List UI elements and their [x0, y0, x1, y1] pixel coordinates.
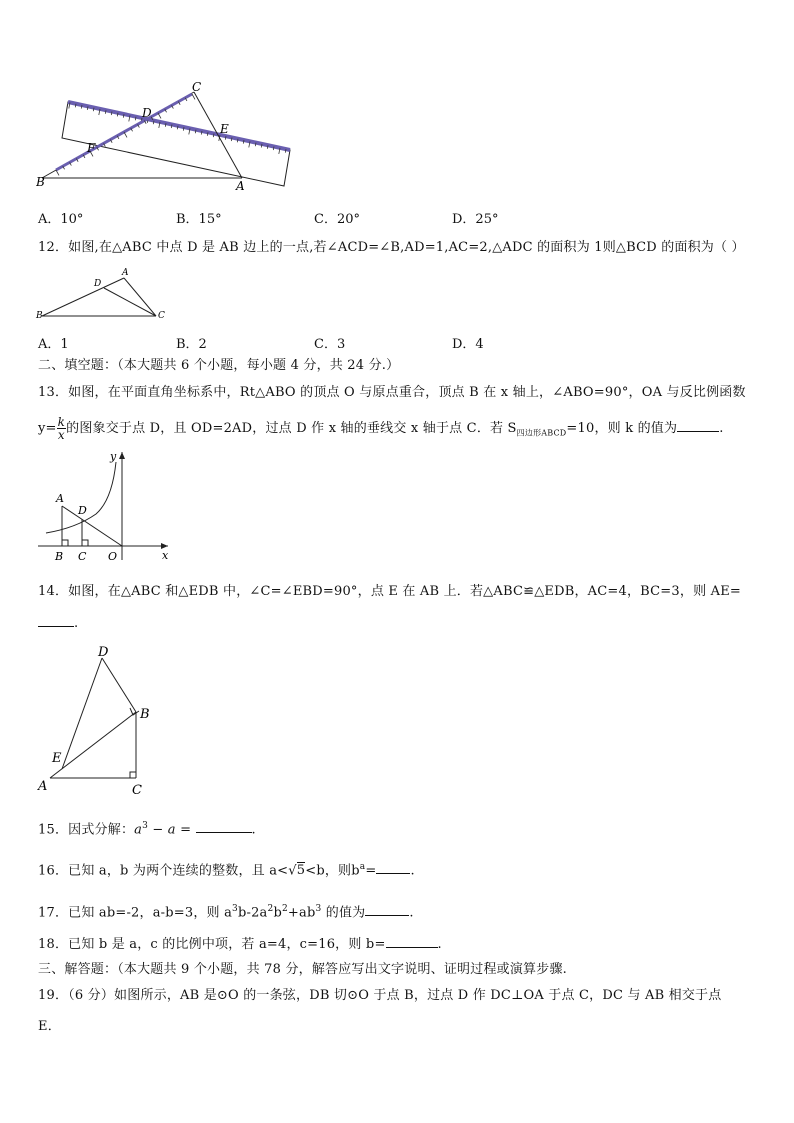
q13-line2-a: 的图象交于点 D，且 OD=2AD，过点 D 作 x 轴的垂线交 x 轴于点 C．若 S: [66, 421, 517, 436]
q13-frac-den: x: [57, 428, 65, 442]
q14-line2: [38, 616, 78, 632]
q12-figure: [34, 266, 174, 322]
q12-option-b: B．2: [176, 337, 207, 352]
q12-option-c: C．3: [314, 337, 346, 352]
q16-prefix: 16．已知 a，b 为两个连续的整数，且 a: [38, 863, 278, 879]
q13-fraction: [57, 416, 66, 441]
q14-line1: 14．如图，在△ABC 和△EDB 中，∠C=∠EBD=90°，点 E 在 AB 上．若△ABC≌△EDB，AC=4，BC=3，则 AE=: [38, 584, 741, 599]
q16-answer-blank[interactable]: [376, 873, 410, 874]
q11-option-b: B．15°: [176, 212, 222, 227]
q18-end: .: [437, 937, 442, 952]
q12-label-c: C: [158, 311, 165, 321]
q12-option-a: A．1: [38, 337, 69, 352]
q19-line2: E．: [38, 1019, 61, 1034]
q13-label-a: A: [56, 492, 64, 505]
section-3-heading: 三、解答题：（本大题共 9 个小题，共 78 分，解答应写出文字说明、证明过程或演算步骤.: [38, 962, 567, 977]
q17-text-c: b: [273, 905, 282, 921]
q19-line1: 19．（6 分）如图所示，AB 是⊙O 的一条弦，DB 切⊙O 于点 B，过点 D 作 DC⊥OA 于点 C，DC 与 AB 相交于点: [38, 988, 722, 1003]
q11-option-d: D．25°: [452, 212, 499, 227]
q16-line: [38, 859, 415, 879]
q11-figure: [36, 78, 296, 196]
q14-label-d: D: [98, 645, 109, 660]
q11-option-a: A．10°: [38, 212, 84, 227]
q12-option-d: D．4: [452, 337, 484, 352]
q11-label-c: C: [192, 80, 202, 94]
q16-lt1: <: [277, 863, 289, 879]
q13-label-y: y: [110, 450, 117, 463]
q14-label-a: A: [38, 779, 48, 794]
q11-label-b: B: [36, 175, 45, 189]
q14-answer-blank[interactable]: [38, 626, 74, 627]
q16-lt2: <: [305, 863, 317, 879]
q12-label-a: A: [122, 268, 129, 278]
q11-label-a: A: [236, 179, 245, 193]
q12-label-d: D: [94, 279, 102, 289]
q13-subscript: 四边形ABCD: [516, 428, 567, 438]
q11-label-d: D: [142, 106, 152, 120]
q13-line1: 13．如图，在平面直角坐标系中，Rt△ABO 的顶点 O 与原点重合，顶点 B 在 x 轴上，∠ABO=90°，OA 与反比例函数: [38, 385, 746, 400]
q18-line: [38, 937, 442, 953]
q16-radicand: 5: [296, 863, 306, 879]
q13-label-c: C: [78, 550, 87, 563]
q11-label-e: E: [220, 122, 229, 136]
q17-sup-3: 2: [281, 904, 288, 914]
q13-line2-b: =10，则 k 的值为: [566, 421, 678, 436]
q18-text: 18．已知 b 是 a，c 的比例中项，若 a=4，c=16，则 b=: [38, 937, 386, 952]
q13-label-o: O: [108, 550, 118, 563]
q12-label-b: B: [36, 311, 43, 321]
ruler-tick: [192, 94, 195, 99]
q15-expr-a: a: [134, 822, 143, 838]
q14-end: .: [74, 616, 79, 631]
q17-sup-2: 2: [267, 904, 274, 914]
q15-expr-b: − a =: [148, 822, 196, 838]
q13-end: .: [719, 421, 724, 436]
q18-answer-blank[interactable]: [386, 947, 438, 948]
q17-sup-1: 3: [232, 904, 238, 914]
q17-line: [38, 901, 414, 921]
q12-text: 12．如图,在△ABC 中点 D 是 AB 边上的一点,若∠ACD=∠B,AD=1,AC=2,△ADC 的面积为 1则△BCD 的面积为（ ）: [38, 240, 745, 255]
q15-line: [38, 818, 256, 838]
q15-end: .: [251, 822, 256, 838]
q17-text-b: b-2a: [237, 905, 268, 921]
q13-label-d: D: [78, 504, 87, 517]
q13-line2: [38, 414, 724, 449]
q13-label-b: B: [55, 550, 64, 563]
q14-label-c: C: [132, 783, 142, 796]
q11-option-c: C．20°: [314, 212, 360, 227]
q17-answer-blank[interactable]: [365, 915, 409, 916]
q13-label-x: x: [162, 549, 169, 562]
q13-answer-blank[interactable]: [677, 431, 719, 432]
q16-sqrt-icon: √: [288, 863, 297, 879]
q15-prefix: 15．因式分解：: [38, 822, 135, 838]
q13-figure: [36, 448, 176, 564]
q16-suffix: b，则b: [316, 863, 360, 879]
q13-y-eq: y=: [38, 421, 57, 436]
q17-text-d: +ab: [287, 905, 316, 921]
q15-answer-blank[interactable]: [196, 832, 252, 833]
q14-figure: [34, 640, 164, 796]
q17-text-a: 17．已知 ab=-2，a-b=3，则 a: [38, 905, 233, 921]
q15-expr-sup: 3: [142, 821, 149, 831]
q11-label-f: F: [87, 141, 96, 155]
q14-label-b: B: [140, 707, 150, 722]
q17-sup-4: 3: [315, 904, 322, 914]
section-2-heading: 二、填空题：（本大题共 6 个小题，每小题 4 分，共 24 分.）: [38, 358, 400, 373]
q16-end: .: [410, 863, 415, 879]
q16-sup: a: [359, 862, 366, 872]
q16-eq: =: [365, 863, 377, 879]
q14-label-e: E: [52, 751, 62, 766]
q17-end: .: [409, 905, 414, 921]
q17-text-e: 的值为: [321, 905, 366, 921]
q13-frac-num: k: [57, 415, 66, 429]
